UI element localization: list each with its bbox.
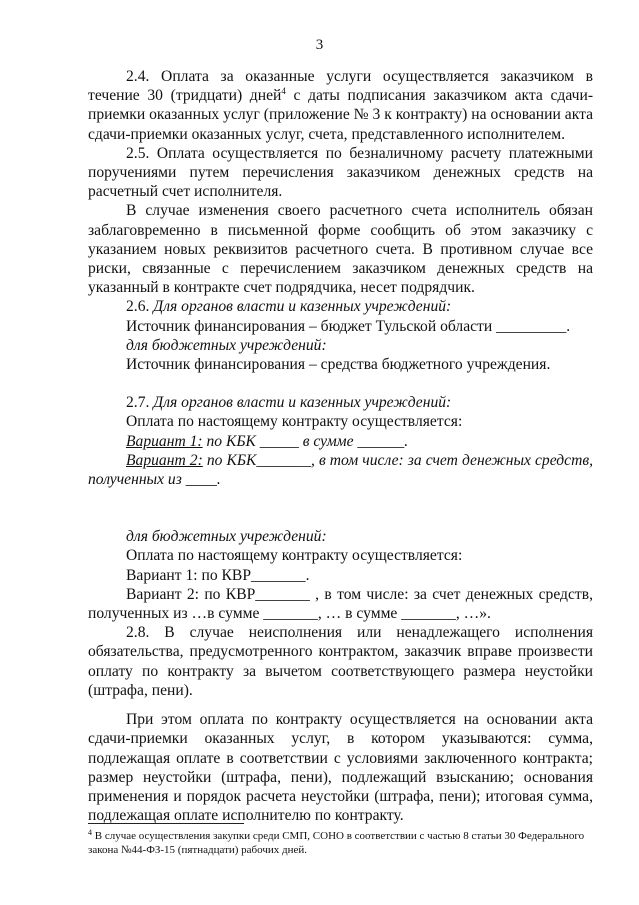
clause-2-7-number: 2.7. — [126, 394, 154, 412]
clause-2-7-heading — [88, 393, 593, 412]
clause-2-6-subtitle-budget-institutions: для бюджетных учреждений: — [126, 336, 327, 354]
footnote-separator — [88, 823, 244, 824]
clause-2-7-subtitle-government: Для органов власти и казенных учреждений: — [153, 394, 452, 412]
clause-2-7-variant-1 — [88, 432, 593, 451]
footnote — [88, 829, 593, 857]
clause-2-5: 2.5. Оплата осуществляется по безналичному расчету платежными поручениями путем перечисления заказчиком денежных средств на расчетный счет исполнителя. — [88, 144, 593, 201]
footnote-ref[interactable]: 4 — [281, 86, 286, 97]
variant-2-text: по КБК_______, в том числе: за счет денежных средств, полученных из ____. — [88, 451, 594, 489]
document-body — [88, 67, 593, 825]
spacer — [88, 489, 593, 527]
clause-2-4 — [88, 67, 593, 144]
clause-2-7-variant-1-kvr: Вариант 1: по КВР_______. — [126, 566, 310, 584]
clause-2-8: 2.8. В случае неисполнения или ненадлежащего исполнения обязательства, предусмотренного контрактом, заказчик вправе произвести оплату по контракту за вычетом соответствующего размера неустойки (штрафа, пени). — [88, 624, 593, 699]
clause-2-7-payment-intro: Оплата по настоящему контракту осуществляется: — [126, 413, 463, 431]
clause-2-5-account-change: В случае изменения своего расчетного счета исполнитель обязан заблаговременно в письменной форме сообщить об этом заказчику с указанием новых реквизитов расчетного счета. В противном случае все риски, связанные с перечислением заказчиком денежных средств на указанный в контракте счет подрядчика, несет подрядчик. — [88, 202, 593, 297]
clause-2-7-payment-intro-2: Оплата по настоящему контракту осуществляется: — [126, 547, 463, 565]
clause-2-4-text-a: 2.4. Оплата за оказанные услуги осуществляется заказчиком в течение 30 (тридцати) дней — [88, 68, 593, 105]
clause-2-8-payment-basis: При этом оплата по контракту осуществляется на основании акта сдачи-приемки оказанных услуг, в котором указываются: сумма, подлежащая оплате в соответствии с условиями заключенного контракта; размер неустойки (штрафа, пени), подлежащий взысканию; основания применения и порядок расчета неустойки (штрафа, пени); итоговая сумма, подлежащая оплате исполнителю по контракту. — [88, 711, 593, 825]
footnote-mark: 4 — [88, 828, 92, 837]
clause-2-7-variant-2 — [88, 451, 593, 489]
variant-2-label: Вариант 2: — [126, 451, 203, 469]
spacer — [88, 374, 593, 393]
variant-1-text: по КБК _____ в сумме ______. — [202, 432, 409, 450]
clause-2-7-subtitle-budget-institutions: для бюджетных учреждений: — [126, 528, 327, 546]
footnote-text: В случае осуществления закупки среди СМП, СОНО в соответствии с частью 8 статьи 30 Федерального закона №44-ФЗ-15 (пятнадцати) рабочих дней. — [88, 830, 585, 856]
clause-2-6-subtitle-government: Для органов власти и казенных учреждений: — [153, 298, 452, 316]
clause-2-4-text-b: с даты подписания заказчиком акта сдачи-приемки оказанных услуг (приложение № 3 к контракту) на основании акта сдачи-приемки оказанных услуг, счета, представленного исполнителем. — [88, 87, 594, 143]
clause-2-6-heading — [88, 297, 593, 316]
clause-2-7-variant-2-kvr: Вариант 2: по КВР_______ , в том числе: за счет денежных средств, полученных из …в сумме _______, … в сумме _______, …». — [88, 585, 593, 623]
clause-2-6-source-institution: Источник финансирования – средства бюджетного учреждения. — [126, 356, 551, 374]
variant-1-label: Вариант 1: — [126, 432, 203, 450]
spacer — [88, 700, 593, 710]
page-number: 3 — [315, 37, 324, 53]
clause-2-6-number: 2.6. — [126, 298, 154, 316]
clause-2-6-source-budget: Источник финансирования – бюджет Тульской области _________. — [126, 317, 571, 335]
